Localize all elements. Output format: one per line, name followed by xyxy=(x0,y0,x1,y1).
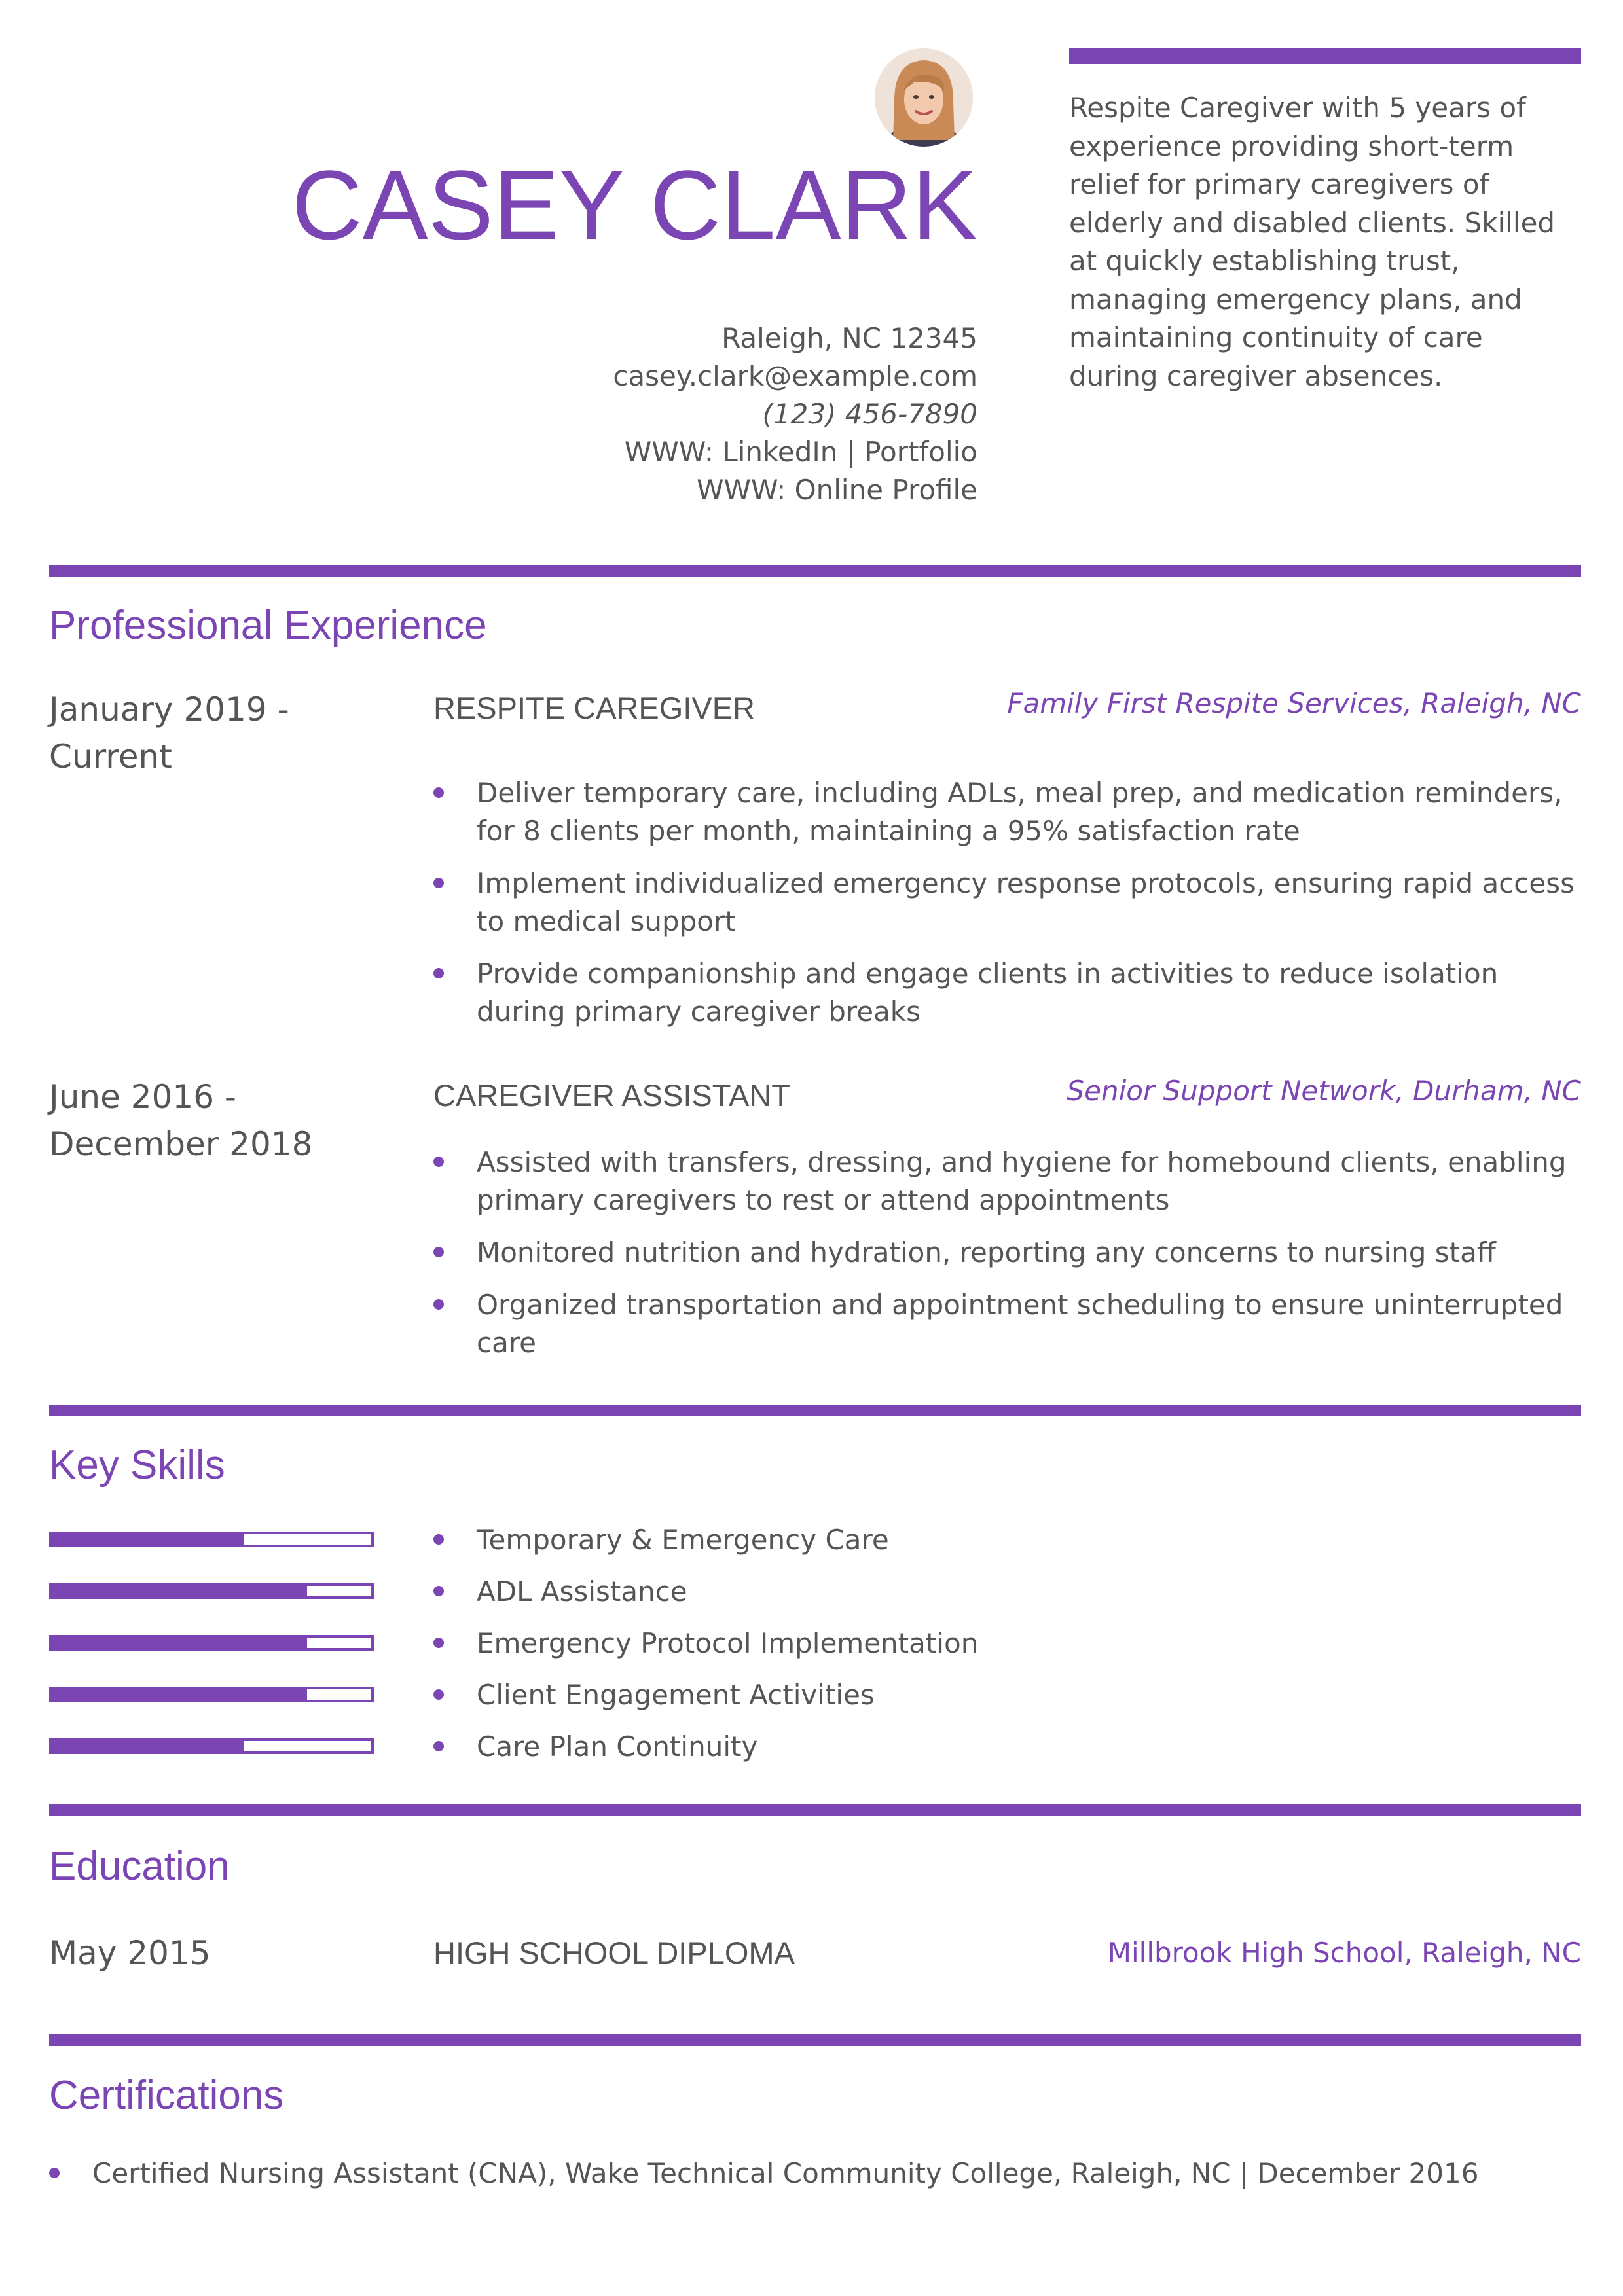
skill-item: Temporary & Emergency Care xyxy=(433,1521,1579,1559)
contact-block xyxy=(613,319,977,509)
list-item: Implement individualized emergency response protocols, ensuring rapid access to medical support xyxy=(433,865,1579,941)
list-item: Deliver temporary care, including ADLs, meal prep, and medication reminders, for 8 clients per month, maintaining a 95% satisfaction rate xyxy=(433,774,1579,850)
certifications-list xyxy=(49,2155,1581,2207)
education-section-title: Education xyxy=(49,1844,230,1889)
skill-bar-fill xyxy=(52,1534,244,1545)
job-dates xyxy=(49,1073,376,1168)
summary-top-rule xyxy=(1069,48,1581,64)
avatar xyxy=(875,48,973,147)
contact-email[interactable]: casey.clark@example.com xyxy=(613,360,977,392)
job-employer: Senior Support Network, Durham, NC xyxy=(1067,1075,1581,1107)
candidate-name: CASEY CLARK xyxy=(291,150,977,260)
skill-bar-fill xyxy=(52,1741,244,1751)
skill-bar-fill xyxy=(52,1638,307,1648)
skill-bar xyxy=(49,1532,374,1547)
skill-bar xyxy=(49,1583,374,1599)
skills-section-title: Key Skills xyxy=(49,1443,225,1488)
contact-online-profile[interactable]: WWW: Online Profile xyxy=(696,474,977,506)
skill-item: ADL Assistance xyxy=(433,1573,1579,1611)
skill-bar xyxy=(49,1738,374,1754)
skill-bar-fill xyxy=(52,1689,307,1700)
section-divider xyxy=(49,565,1581,577)
certification-item: Certified Nursing Assistant (CNA), Wake Technical Community College, Raleigh, NC | December 2016 xyxy=(49,2155,1581,2193)
experience-section-title: Professional Experience xyxy=(49,603,487,648)
section-divider xyxy=(49,1405,1581,1416)
job-bullets xyxy=(433,774,1579,1045)
list-item: Monitored nutrition and hydration, reporting any concerns to nursing staff xyxy=(433,1234,1579,1272)
education-date: May 2015 xyxy=(49,1934,211,1972)
job-date-start: January 2019 - xyxy=(49,691,289,728)
education-degree: HIGH SCHOOL DIPLOMA xyxy=(433,1935,795,1970)
skills-list xyxy=(433,1521,1579,1780)
skill-bar xyxy=(49,1635,374,1651)
job-bullets xyxy=(433,1143,1579,1376)
list-item: Provide companionship and engage clients in activities to reduce isolation during primary caregiver breaks xyxy=(433,955,1579,1031)
job-date-start: June 2016 - xyxy=(49,1078,236,1116)
certifications-section-title: Certifications xyxy=(49,2073,284,2118)
skill-bar-fill xyxy=(52,1586,307,1596)
job-title: RESPITE CAREGIVER xyxy=(433,691,755,725)
summary-text: Respite Caregiver with 5 years of experience providing short-term relief for primary caregivers of elderly and disabled clients. Skilled at quickly establishing trust, managing emergency plans, and maintaining continuity of care during caregiver absences. xyxy=(1069,92,1556,392)
contact-links[interactable]: WWW: LinkedIn | Portfolio xyxy=(624,436,977,468)
education-school: Millbrook High School, Raleigh, NC xyxy=(1107,1937,1581,1969)
job-employer: Family First Respite Services, Raleigh, NC xyxy=(1007,687,1581,719)
skill-item: Client Engagement Activities xyxy=(433,1676,1579,1714)
job-title: CAREGIVER ASSISTANT xyxy=(433,1078,790,1113)
profile-photo-icon xyxy=(875,48,973,147)
job-date-end: Current xyxy=(49,738,172,776)
skill-bar xyxy=(49,1687,374,1702)
contact-phone[interactable]: (123) 456-7890 xyxy=(762,398,977,430)
contact-address: Raleigh, NC 12345 xyxy=(721,322,977,354)
list-item: Organized transportation and appointment scheduling to ensure uninterrupted care xyxy=(433,1286,1579,1362)
section-divider xyxy=(49,2034,1581,2046)
job-dates xyxy=(49,686,376,780)
skill-item: Emergency Protocol Implementation xyxy=(433,1624,1579,1662)
job-date-end: December 2018 xyxy=(49,1125,313,1163)
skill-item: Care Plan Continuity xyxy=(433,1728,1579,1766)
section-divider xyxy=(49,1804,1581,1816)
list-item: Assisted with transfers, dressing, and hygiene for homebound clients, enabling primary caregivers to rest or attend appointments xyxy=(433,1143,1579,1219)
